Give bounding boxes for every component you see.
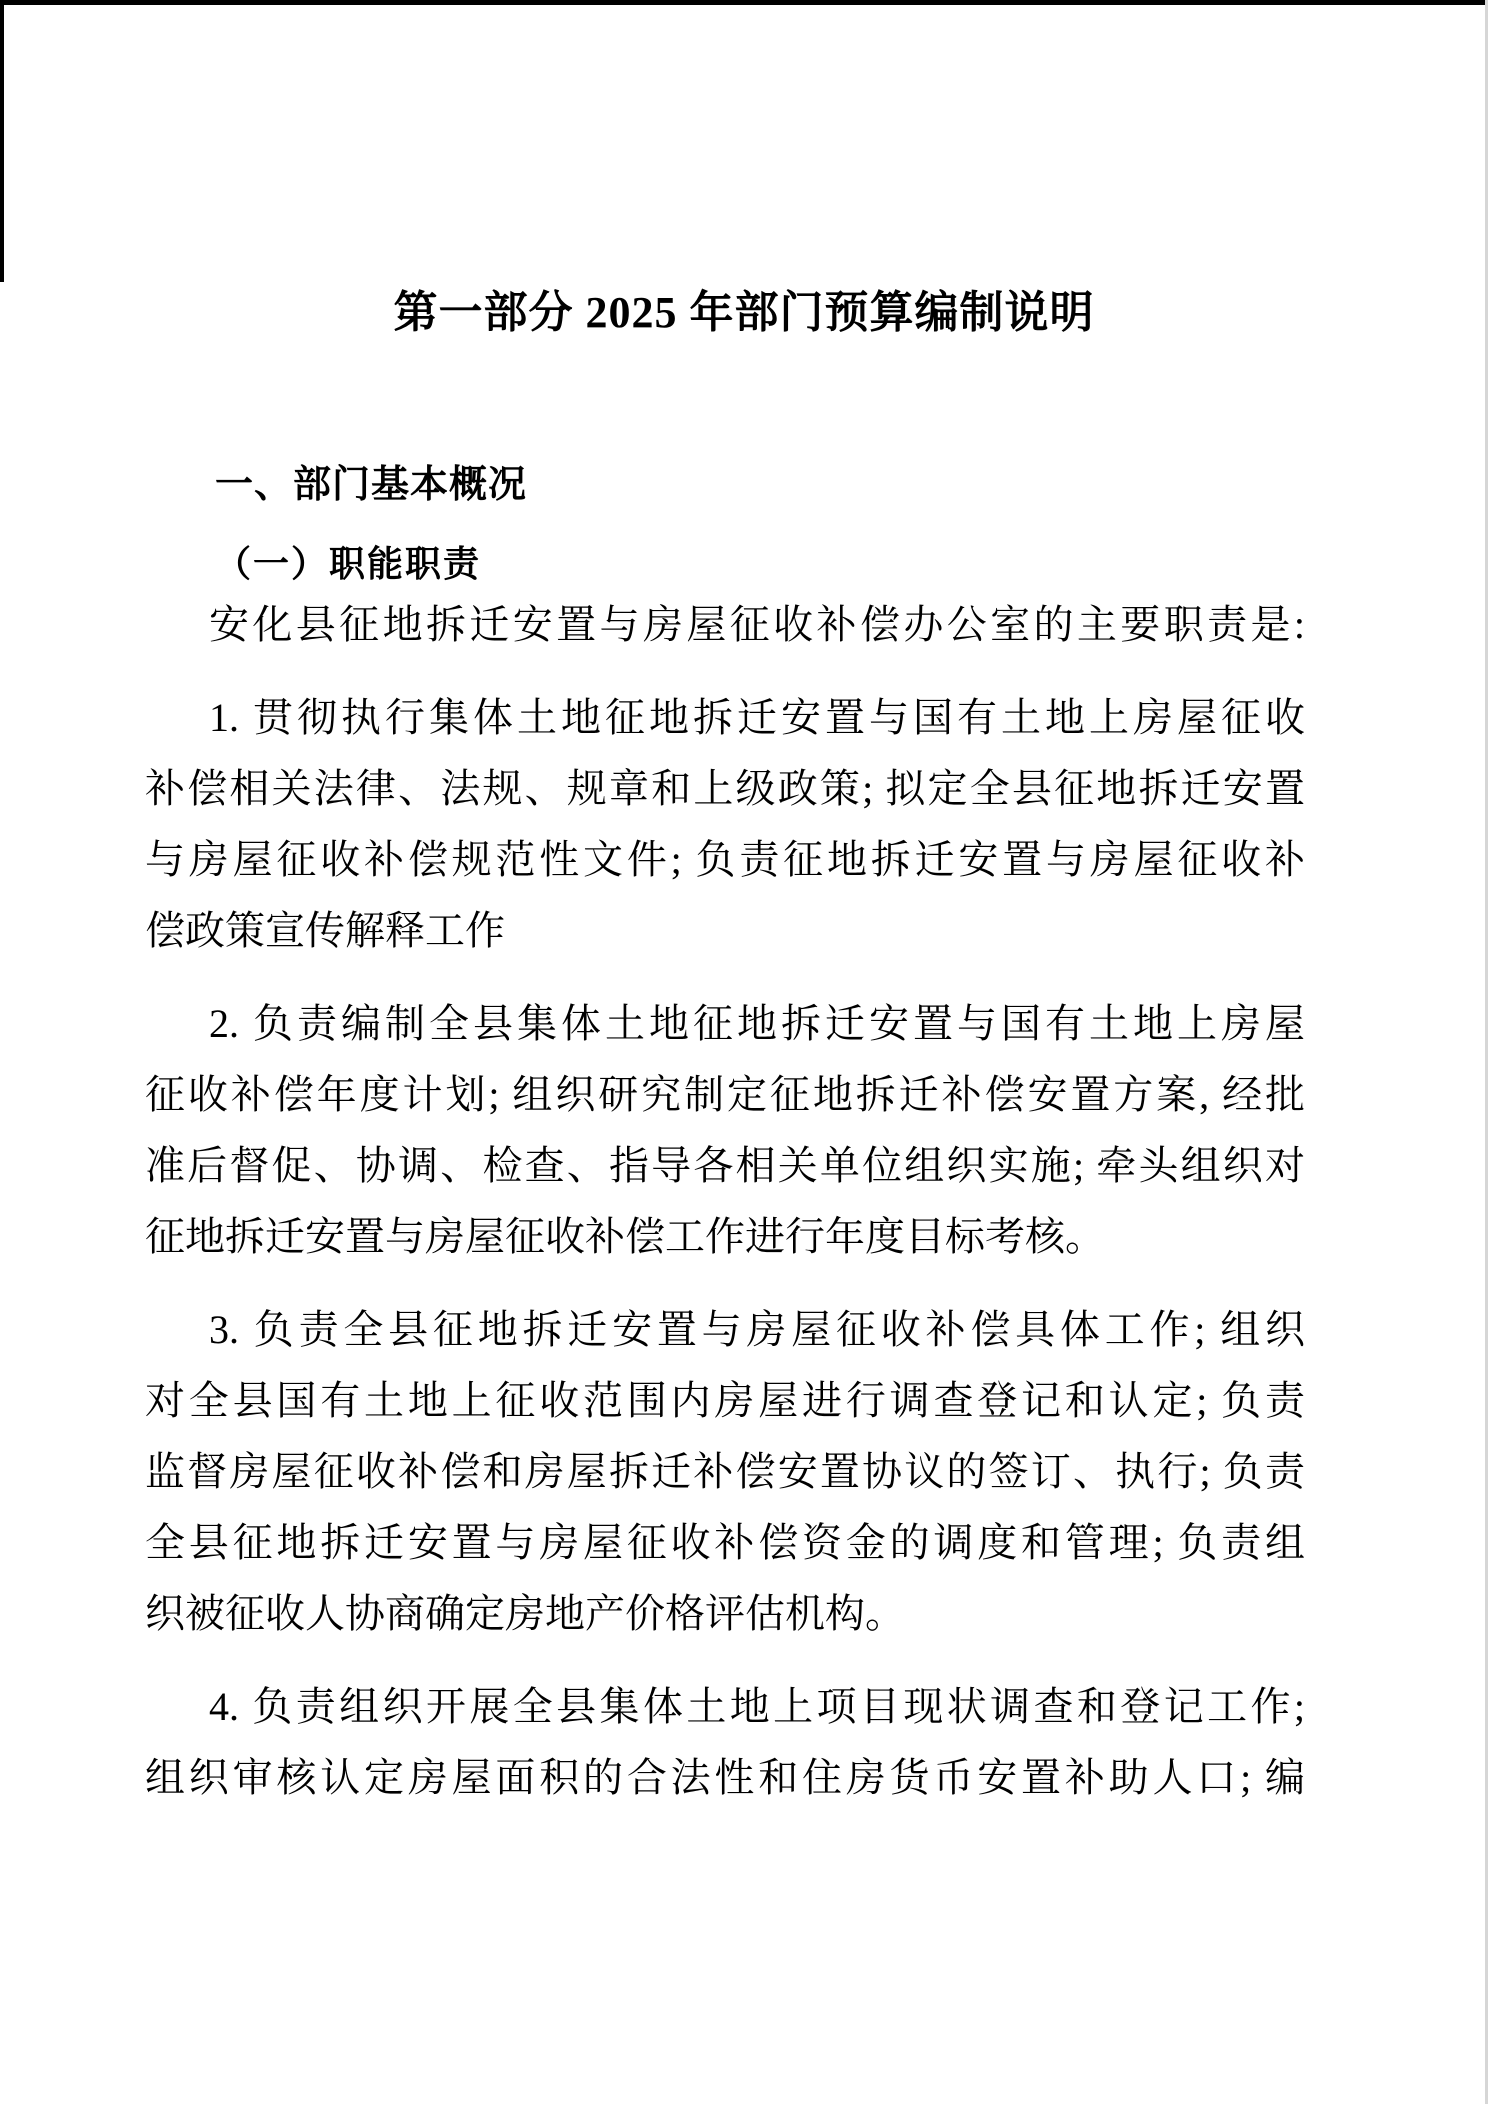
body-paragraph [145,1294,1305,1649]
body-line: 织被征收人协商确定房地产价格评估机构。 [145,1591,905,1636]
subsection-heading: （一）职能职责 [215,544,482,584]
body-line: 补偿相关法律、法规、规章和上级政策; 拟定全县征地拆迁安置 [145,766,1305,811]
body-line: 与房屋征收补偿规范性文件; 负责征地拆迁安置与房屋征收补 [145,837,1305,882]
page-top-border [0,0,1488,5]
body-paragraph [145,1671,1305,1813]
body-paragraph [145,682,1305,966]
body-paragraph [145,988,1305,1272]
body-line: 征收补偿年度计划; 组织研究制定征地拆迁补偿安置方案, 经批 [145,1072,1305,1117]
body-line: 3. 负责全县征地拆迁安置与房屋征收补偿具体工作; 组织 [209,1307,1305,1352]
body-line: 4. 负责组织开展全县集体土地上项目现状调查和登记工作; [209,1684,1305,1729]
body-line: 1. 贯彻执行集体土地征地拆迁安置与国有土地上房屋征收 [209,695,1305,740]
body-line: 组织审核认定房屋面积的合法性和住房货币安置补助人口; 编 [145,1755,1305,1800]
body-line: 对全县国有土地上征收范围内房屋进行调查登记和认定; 负责 [145,1378,1305,1423]
body-line: 征地拆迁安置与房屋征收补偿工作进行年度目标考核。 [145,1214,1105,1259]
body-paragraph [145,589,1305,660]
body-line: 2. 负责编制全县集体土地征地拆迁安置与国有土地上房屋 [209,1001,1305,1046]
document-title: 第一部分 2025 年部门预算编制说明 [393,288,1095,337]
body-line: 监督房屋征收补偿和房屋拆迁补偿安置协议的签订、执行; 负责 [145,1449,1305,1494]
body-line: 全县征地拆迁安置与房屋征收补偿资金的调度和管理; 负责组 [145,1520,1305,1565]
section-heading: 一、部门基本概况 [215,464,528,506]
body-line: 偿政策宣传解释工作 [145,908,505,953]
document-body [145,589,1305,1813]
page-left-border [0,0,4,282]
body-line: 安化县征地拆迁安置与房屋征收补偿办公室的主要职责是: [209,602,1305,647]
body-line: 准后督促、协调、检查、指导各相关单位组织实施; 牵头组织对 [145,1143,1305,1188]
